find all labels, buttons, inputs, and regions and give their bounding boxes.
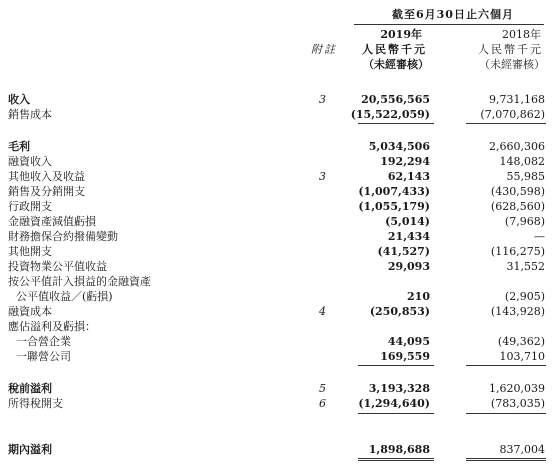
value-2018: (7,968) xyxy=(504,215,545,228)
row-label: 行政開支 xyxy=(8,200,52,213)
value-2019: 192,294 xyxy=(380,155,430,168)
subtotal-rule-2019 xyxy=(358,365,434,366)
table-row xyxy=(0,229,553,244)
value-2019: (5,014) xyxy=(385,215,430,228)
value-2019: 21,434 xyxy=(387,230,430,243)
row-label: 其他收入及收益 xyxy=(8,170,85,183)
period-underline xyxy=(354,24,544,25)
value-2018: (430,598) xyxy=(490,185,545,198)
subtotal-rule-2018 xyxy=(466,365,546,366)
value-2019: 29,093 xyxy=(387,260,430,273)
table-row xyxy=(0,304,553,319)
table-row xyxy=(0,349,553,364)
table-row xyxy=(0,169,553,184)
year-2018-heading: 2018年 xyxy=(502,28,541,41)
value-2018: 148,082 xyxy=(499,155,545,168)
value-2019: (1,294,640) xyxy=(358,397,430,410)
value-2019: (250,853) xyxy=(369,305,430,318)
value-2019: 44,095 xyxy=(387,335,430,348)
value-2018: 103,710 xyxy=(499,350,545,363)
row-note: 3 xyxy=(319,93,326,106)
row-label: 一聯營公司 xyxy=(16,350,71,363)
row-note: 3 xyxy=(319,170,326,183)
value-2019: 1,898,688 xyxy=(368,443,430,456)
row-label: 融資收入 xyxy=(8,155,52,168)
value-2018: — xyxy=(534,230,545,243)
value-2018: (116,275) xyxy=(490,245,545,258)
table-row xyxy=(0,244,553,259)
value-2019: (15,522,059) xyxy=(350,108,430,121)
value-2018: 55,985 xyxy=(506,170,545,183)
value-2019: (41,527) xyxy=(377,245,430,258)
value-2018: 1,620,039 xyxy=(489,382,545,395)
value-2018: (49,362) xyxy=(497,335,545,348)
row-label: 公平值收益／(虧損) xyxy=(16,290,113,303)
row-label: 融資成本 xyxy=(8,305,52,318)
value-2018: 2,660,306 xyxy=(489,140,545,153)
value-2019: 62,143 xyxy=(387,170,430,183)
audit-2018-heading: （未經審核） xyxy=(479,58,545,71)
value-2018: (143,928) xyxy=(490,305,545,318)
value-2018: 31,552 xyxy=(506,260,545,273)
table-row xyxy=(0,381,553,396)
value-2019: 3,193,328 xyxy=(368,382,430,395)
row-label: 銷售及分銷開支 xyxy=(8,185,85,198)
currency-2019-heading: 人民幣千元 xyxy=(362,43,427,56)
table-row xyxy=(0,289,553,304)
value-2018: (2,905) xyxy=(504,290,545,303)
period-heading: 截至6月30日止六個月 xyxy=(392,8,514,21)
row-label: 其他開支 xyxy=(8,245,52,258)
value-2018: (628,560) xyxy=(490,200,545,213)
table-row xyxy=(0,139,553,154)
table-row xyxy=(0,442,553,457)
row-label: 一合營企業 xyxy=(16,335,71,348)
subtotal-rule-2018 xyxy=(466,123,546,124)
row-label: 按公平值計入損益的金融資產 xyxy=(8,275,151,288)
table-row xyxy=(0,396,553,411)
table-row xyxy=(0,334,553,349)
table-row xyxy=(0,154,553,169)
value-2018: 9,731,168 xyxy=(489,93,545,106)
value-2019: 20,556,565 xyxy=(361,93,430,106)
subtotal-rule-2019 xyxy=(358,413,434,414)
currency-2018-heading: 人民幣千元 xyxy=(478,43,543,56)
row-note: 5 xyxy=(319,382,326,395)
value-2019: 210 xyxy=(407,290,430,303)
row-note: 6 xyxy=(319,397,326,410)
table-row xyxy=(0,107,553,122)
subtotal-rule-2018 xyxy=(466,413,546,414)
table-row xyxy=(0,319,553,334)
row-label: 應佔溢利及虧損： xyxy=(8,320,96,333)
value-2019: 169,559 xyxy=(380,350,430,363)
value-2019: 5,034,506 xyxy=(368,140,430,153)
audit-2019-heading: （未經審核） xyxy=(363,58,429,71)
value-2019: (1,007,433) xyxy=(358,185,430,198)
value-2018: 837,004 xyxy=(499,443,545,456)
row-label: 金融資產減值虧損 xyxy=(8,215,96,228)
total-double-rule-2018 xyxy=(466,458,546,461)
year-2019-heading: 2019年 xyxy=(380,28,422,41)
subtotal-rule-2019 xyxy=(358,123,434,124)
row-label: 期內溢利 xyxy=(8,443,52,456)
value-2018: (783,035) xyxy=(490,397,545,410)
row-label: 所得稅開支 xyxy=(8,397,63,410)
table-row xyxy=(0,184,553,199)
row-label: 收入 xyxy=(8,93,30,106)
row-label: 稅前溢利 xyxy=(8,382,52,395)
table-row xyxy=(0,199,553,214)
table-row xyxy=(0,92,553,107)
notes-column-heading: 附註 xyxy=(311,43,337,56)
row-note: 4 xyxy=(319,305,326,318)
value-2019: (1,055,179) xyxy=(358,200,430,213)
row-label: 財務擔保合約撥備變動 xyxy=(8,230,118,243)
row-label: 毛利 xyxy=(8,140,30,153)
total-double-rule-2019 xyxy=(358,458,434,461)
row-label: 銷售成本 xyxy=(8,108,52,121)
table-row xyxy=(0,274,553,289)
value-2018: (7,070,862) xyxy=(480,108,545,121)
table-row xyxy=(0,214,553,229)
row-label: 投資物業公平值收益 xyxy=(8,260,107,273)
table-row xyxy=(0,259,553,274)
